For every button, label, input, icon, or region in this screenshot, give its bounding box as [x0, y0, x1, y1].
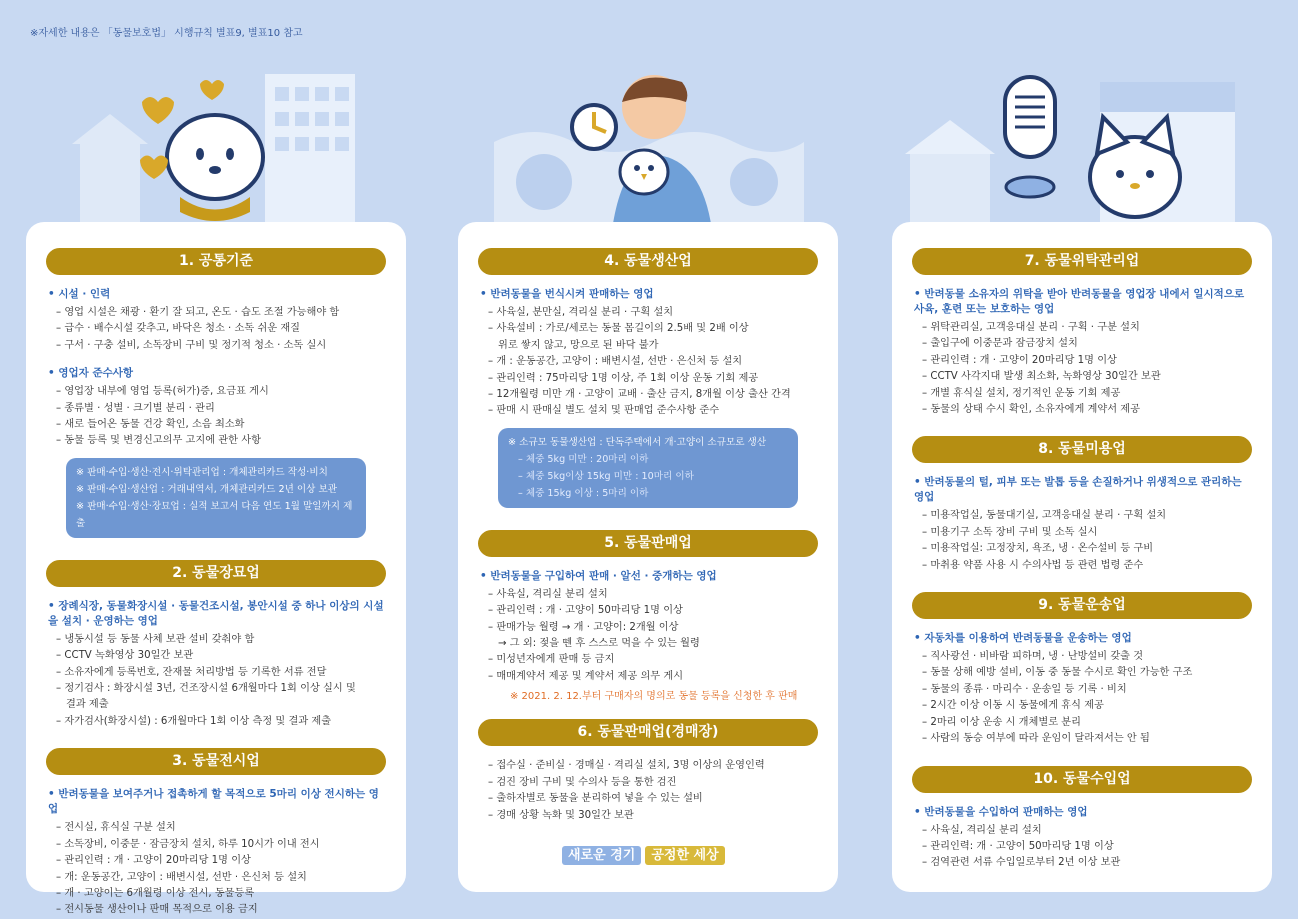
note-line: – 체중 5kg이상 15kg 미만 : 10마리 이하	[518, 470, 694, 482]
list-grooming	[910, 508, 1254, 574]
note-line: – 체중 15kg 이상 : 5마리 이하	[518, 487, 649, 499]
list-item: – 관리인력: 개 · 고양이 50마리당 1명 이상	[910, 839, 1254, 855]
list-item: – 영업장 내부에 영업 등록(허가)증, 요금표 게시	[44, 384, 388, 400]
heading-sales: • 반려동물을 구입하여 판매 · 알선 · 중개하는 영업	[476, 569, 820, 584]
section-title-transport: 9. 동물운송업	[912, 592, 1252, 619]
section-title-auction: 6. 동물판매업(경매장)	[478, 719, 818, 746]
list-item: – 소독장비, 이중문 · 잠금장치 설치, 하루 10시가 이내 전시	[44, 837, 388, 853]
slogan-part-1: 새로운 경기	[562, 846, 641, 865]
list-item: – 소유자에게 등록번호, 잔재물 처리방법 등 기록한 서류 전달	[44, 665, 388, 681]
list-item: – 동물의 종류 · 마리수 · 운송일 등 기록 · 비치	[910, 682, 1254, 698]
heading-exhibition: • 반려동물을 보여주거나 접촉하게 할 목적으로 5마리 이상 전시하는 영업	[44, 787, 388, 817]
list-item: – 영업 시설은 채광 · 환기 잘 되고, 온도 · 습도 조절 가능해야 함	[44, 305, 388, 321]
note-line: ※ 판매·수입·생산·전시·위탁관리업 : 개체관리카드 작성·비치	[76, 466, 328, 478]
list-item: – 사육실, 격리실 분리 설치	[476, 587, 820, 603]
list-item: – 출입구에 이중문과 잠금장치 설치	[910, 336, 1254, 352]
list-funeral	[44, 632, 388, 730]
heading-boarding: • 반려동물 소유자의 위탁을 받아 반려동물을 영업장 내에서 일시적으로 사육, 훈련 또는 보호하는 영업	[910, 287, 1254, 317]
list-item: – 2마리 이상 운송 시 개체별로 분리	[910, 715, 1254, 731]
list-item: – 판매 시 판매실 별도 설치 및 판매업 준수사항 준수	[476, 403, 820, 419]
list-item: – 마취용 약품 사용 시 수의사법 등 관련 법령 준수	[910, 558, 1254, 574]
slogan	[562, 844, 725, 863]
panel-right	[892, 222, 1272, 892]
note-line: – 체중 5kg 미만 : 20마리 이하	[518, 453, 649, 465]
list-item: – 12개월령 미만 개 · 고양이 교배 · 출산 금지, 8개월 이상 출산 간격	[476, 387, 820, 403]
list-item: – 판매가능 월령 → 개 · 고양이: 2개월 이상 → 그 외: 젖을 뗀 후 스스로 먹을 수 있는 월령	[476, 620, 820, 653]
dog-and-house-illustration	[60, 62, 380, 230]
list-item: – 출하자별로 동물을 분리하여 넣을 수 있는 설비	[476, 791, 820, 807]
section-title-boarding: 7. 동물위탁관리업	[912, 248, 1252, 275]
heading-operator-rules: • 영업자 준수사항	[44, 366, 388, 381]
list-item: – 사람의 동승 여부에 따라 운임이 달라져서는 안 됨	[910, 731, 1254, 747]
section-title-grooming: 8. 동물미용업	[912, 436, 1252, 463]
list-item: – 미성년자에게 판매 등 금지	[476, 652, 820, 668]
list-item: – 매매계약서 제공 및 계약서 제공 의무 게시	[476, 669, 820, 685]
section-title-common: 1. 공통기준	[46, 248, 386, 275]
list-item: – 개별 휴식실 설치, 정기적인 운동 기회 제공	[910, 386, 1254, 402]
slogan-part-2: 공정한 세상	[645, 846, 724, 865]
list-item: – 종류별 · 성별 · 크기별 분리 · 관리	[44, 401, 388, 417]
list-item: – 동물 상해 예방 설비, 이동 중 동물 수시로 확인 가능한 구조	[910, 665, 1254, 681]
panel-left	[26, 222, 406, 916]
list-auction	[476, 758, 820, 824]
heading-funeral: • 장례식장, 동물화장시설 · 동물건조시설, 봉안시설 중 하나 이상의 시설을 설치 · 운영하는 영업	[44, 599, 388, 629]
list-exhibition	[44, 820, 388, 918]
list-item: – 구서 · 구충 설비, 소독장비 구비 및 정기적 청소 · 소독 실시	[44, 338, 388, 354]
heading-breeding: • 반려동물을 번식시켜 판매하는 영업	[476, 287, 820, 302]
list-item: – 냉동시설 등 동물 사체 보관 설비 갖춰야 함	[44, 632, 388, 648]
note-title: ※ 소규모 동물생산업 : 단독주택에서 개·고양이 소규모로 생산	[508, 436, 767, 448]
note-box-small-breeding	[498, 428, 798, 508]
note-box-common	[66, 458, 366, 538]
section-title-import: 10. 동물수입업	[912, 766, 1252, 793]
list-sales	[476, 587, 820, 685]
section-title-sales: 5. 동물판매업	[478, 530, 818, 557]
list-item: – 접수실 · 준비실 · 경매실 · 격리실 설치, 3명 이상의 운영인력	[476, 758, 820, 774]
list-item: – 사육실, 격리실 분리 설치	[910, 823, 1254, 839]
list-item: – 검역관련 서류 수입일로부터 2년 이상 보관	[910, 855, 1254, 871]
list-item: – 전시동물 생산이나 판매 목적으로 이용 금지	[44, 902, 388, 918]
list-item: – 경매 상황 녹화 및 30일간 보관	[476, 808, 820, 824]
list-breeding	[476, 305, 820, 420]
list-item: – 관리인력 : 개 · 고양이 20마리당 1명 이상	[44, 853, 388, 869]
list-item: – 관리인력 : 개 · 고양이 50마리당 1명 이상	[476, 603, 820, 619]
list-item: – 새로 들어온 동물 건강 확인, 소음 최소화	[44, 417, 388, 433]
list-item: – 개: 운동공간, 고양이 : 배변시설, 선반 · 은신처 등 설치	[44, 870, 388, 886]
heading-grooming: • 반려동물의 털, 피부 또는 발톱 등을 손질하거나 위생적으로 관리하는 영업	[910, 475, 1254, 505]
list-import	[910, 823, 1254, 872]
list-transport	[910, 649, 1254, 747]
list-boarding	[910, 320, 1254, 418]
list-item: – 동물 등록 및 변경신고의무 고지에 관한 사항	[44, 433, 388, 449]
list-item: – 위탁관리실, 고객응대실 분리 · 구획 · 구분 설치	[910, 320, 1254, 336]
list-item: – 자가검사(화장시설) : 6개월마다 1회 이상 측정 및 결과 제출	[44, 714, 388, 730]
note-line: ※ 판매·수입·생산·장묘업 : 실적 보고서 다음 연도 1월 말일까지 제출	[76, 500, 353, 529]
section-title-exhibition: 3. 동물전시업	[46, 748, 386, 775]
list-item: – 미용기구 소독 장비 구비 및 소독 실시	[910, 525, 1254, 541]
panel-middle	[458, 222, 838, 892]
list-item: – 미용작업실, 동물대기실, 고객응대실 분리 · 구획 설치	[910, 508, 1254, 524]
list-item: – 직사광선 · 비바람 피하며, 냉 · 난방설비 갖출 것	[910, 649, 1254, 665]
list-item: – 사육설비 : 가로/세로는 동물 몸길이의 2.5배 및 2배 이상 위로 쌓지 않고, 망으로 된 바닥 불가	[476, 321, 820, 354]
heading-import: • 반려동물을 수입하여 판매하는 영업	[910, 805, 1254, 820]
reference-note: ※자세한 내용은 「동물보호법」 시행규칙 별표9, 별표10 참고	[30, 28, 303, 39]
list-item: – 정기검사 : 화장시설 3년, 건조장시설 6개월마다 1회 이상 실시 및 결과 제출	[44, 681, 388, 714]
list-facility	[44, 305, 388, 354]
list-item: – 개 · 고양이는 6개월령 이상 전시, 동물등록	[44, 886, 388, 902]
list-item: – 관리인력 : 75마리당 1명 이상, 주 1회 이상 운동 기회 제공	[476, 371, 820, 387]
section-title-funeral: 2. 동물장묘업	[46, 560, 386, 587]
list-item: – 관리인력 : 개 · 고양이 20마리당 1명 이상	[910, 353, 1254, 369]
list-item: – CCTV 사각지대 발생 최소화, 녹화영상 30일간 보관	[910, 369, 1254, 385]
person-holding-bird-illustration	[494, 62, 804, 230]
sales-highlight-note: ※ 2021. 2. 12.부터 구매자의 명의로 동물 등록을 신청한 후 판매	[510, 691, 798, 703]
list-item: – 사육실, 분만실, 격리실 분리 · 구획 설치	[476, 305, 820, 321]
list-item: – 2시간 이상 이동 시 동물에게 휴식 제공	[910, 698, 1254, 714]
list-item: – 검진 장비 구비 및 수의사 등을 통한 검진	[476, 775, 820, 791]
section-title-breeding: 4. 동물생산업	[478, 248, 818, 275]
list-item: – 급수 · 배수시설 갖추고, 바닥은 청소 · 소독 쉬운 재질	[44, 321, 388, 337]
list-item: – 미용작업실: 고정장치, 욕조, 냉 · 온수설비 등 구비	[910, 541, 1254, 557]
heading-facility: • 시설 · 인력	[44, 287, 388, 302]
note-line: ※ 판매·수입·생산업 : 거래내역서, 개체관리카드 2년 이상 보관	[76, 483, 338, 495]
heading-transport: • 자동차를 이용하여 반려동물을 운송하는 영업	[910, 631, 1254, 646]
cat-and-store-illustration	[905, 62, 1235, 230]
list-operator-rules	[44, 384, 388, 450]
list-item: – 개 : 운동공간, 고양이 : 배변시설, 선반 · 은신처 등 설치	[476, 354, 820, 370]
list-item: – CCTV 녹화영상 30일간 보관	[44, 648, 388, 664]
list-item: – 전시실, 휴식실 구분 설치	[44, 820, 388, 836]
list-item: – 동물의 상태 수시 확인, 소유자에게 계약서 제공	[910, 402, 1254, 418]
